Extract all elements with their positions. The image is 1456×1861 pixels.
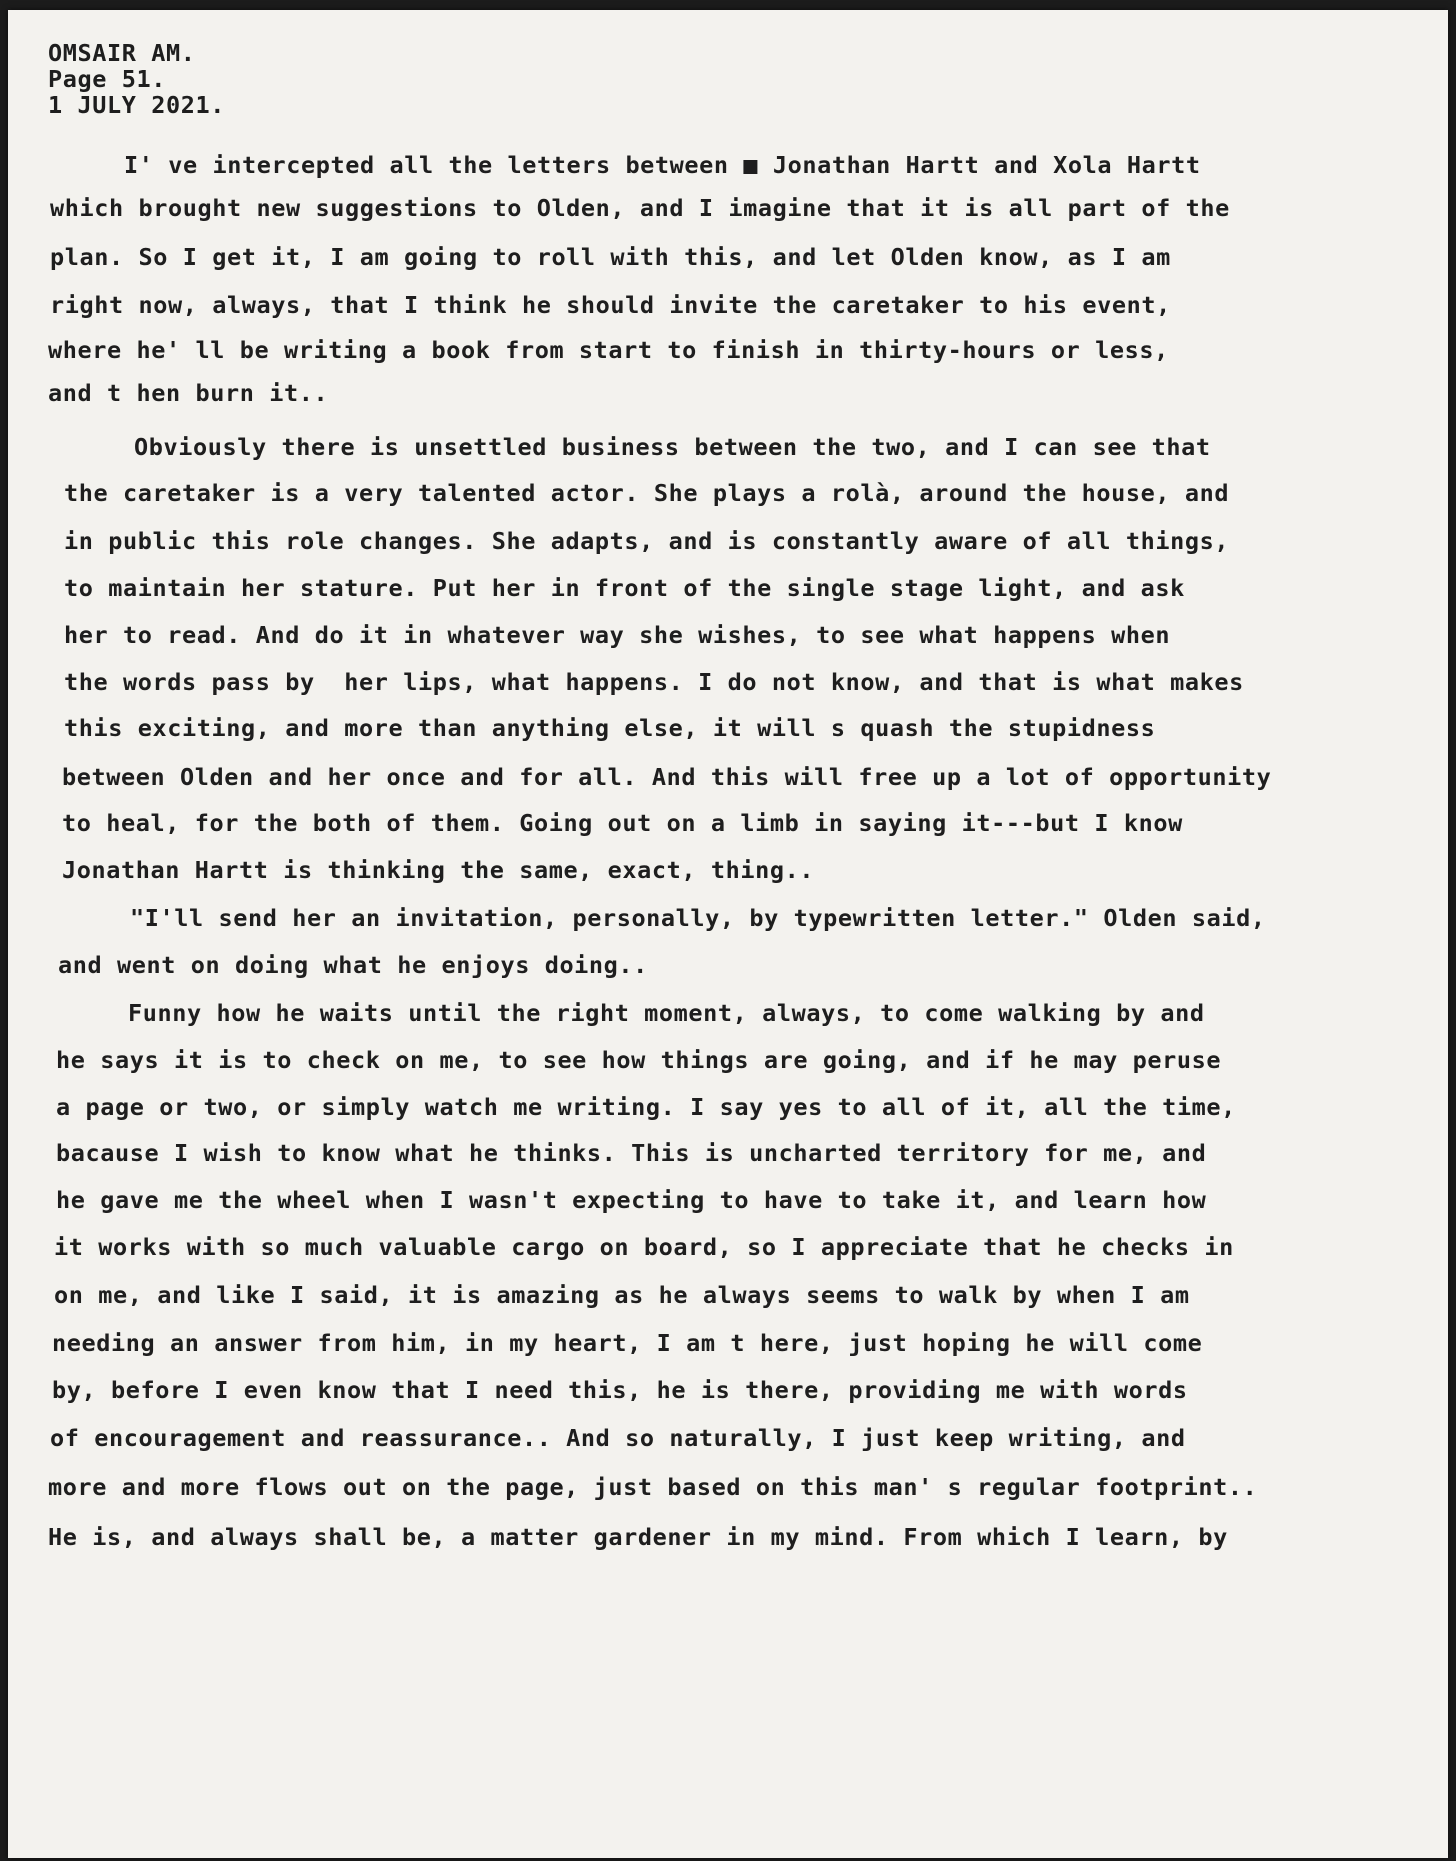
text-line: "I'll send her an invitation, personally, by typewritten letter." Olden said, <box>130 904 1266 932</box>
header-page-number: Page 51. <box>48 65 166 93</box>
paragraph-1 <box>8 151 1448 542</box>
text-line: Funny how he waits until the right moment, always, to come walking by and <box>128 999 1205 1027</box>
text-line: to maintain her stature. Put her in front of the single stage light, and ask <box>64 574 1185 602</box>
text-line: He is, and always shall be, a matter gardener in my mind. From which I learn, by <box>48 1523 1228 1551</box>
text-line: this exciting, and more than anything else, it will s quash the stupidness <box>64 714 1156 742</box>
text-line: on me, and like I said, it is amazing as he always seems to walk by when I am <box>54 1281 1190 1309</box>
text-line: needing an answer from him, in my heart, I am t here, just hoping he will come <box>52 1329 1203 1357</box>
text-line: and went on doing what he enjoys doing.. <box>58 951 648 979</box>
text-line: and t hen burn it.. <box>48 379 329 407</box>
text-line: to heal, for the both of them. Going out on a limb in saying it---but I know <box>62 809 1183 837</box>
text-line: her to read. And do it in whatever way she wishes, to see what happens when <box>64 621 1171 649</box>
text-line: bacause I wish to know what he thinks. This is uncharted territory for me, and <box>56 1139 1207 1167</box>
text-line: between Olden and her once and for all. And this will free up a lot of opportunity <box>62 763 1272 791</box>
text-line: of encouragement and reassurance.. And so naturally, I just keep writing, and <box>50 1424 1186 1452</box>
text-line: where he' ll be writing a book from start to finish in thirty-hours or less, <box>48 336 1169 364</box>
text-line: right now, always, that I think he should invite the caretaker to his event, <box>50 291 1171 319</box>
text-line: by, before I even know that I need this, he is there, providing me with words <box>52 1376 1188 1404</box>
page-text <box>8 10 1448 1718</box>
typewritten-page <box>8 10 1448 1858</box>
text-line: the words pass by her lips, what happens. I do not know, and that is what makes <box>64 668 1244 696</box>
text-line: which brought new suggestions to Olden, and I imagine that it is all part of the <box>50 194 1230 222</box>
text-line: in public this role changes. She adapts, and is constantly aware of all things, <box>64 527 1230 555</box>
text-line: Obviously there is unsettled business between the two, and I can see that <box>134 433 1211 461</box>
header-author: OMSAIR AM. <box>48 39 196 67</box>
text-line: he says it is to check on me, to see how things are going, and if he may peruse <box>56 1046 1222 1074</box>
paragraph-4 <box>8 999 1448 1634</box>
text-line: more and more flows out on the page, just based on this man' s regular footprint.. <box>48 1473 1258 1501</box>
text-line: it works with so much valuable cargo on board, so I appreciate that he checks in <box>54 1233 1234 1261</box>
text-line: I' ve intercepted all the letters between ■ Jonathan Hartt and Xola Hartt <box>124 151 1201 179</box>
text-line: Jonathan Hartt is thinking the same, exact, thing.. <box>62 856 815 884</box>
text-line: the caretaker is a very talented actor. She plays a rolà, around the house, and <box>64 479 1230 507</box>
text-line: plan. So I get it, I am going to roll with this, and let Olden know, as I am <box>50 243 1171 271</box>
text-line: a page or two, or simply watch me writing. I say yes to all of it, all the time, <box>56 1093 1236 1121</box>
text-line: he gave me the wheel when I wasn't expecting to have to take it, and learn how <box>56 1186 1207 1214</box>
header-date: 1 JULY 2021. <box>48 91 225 119</box>
